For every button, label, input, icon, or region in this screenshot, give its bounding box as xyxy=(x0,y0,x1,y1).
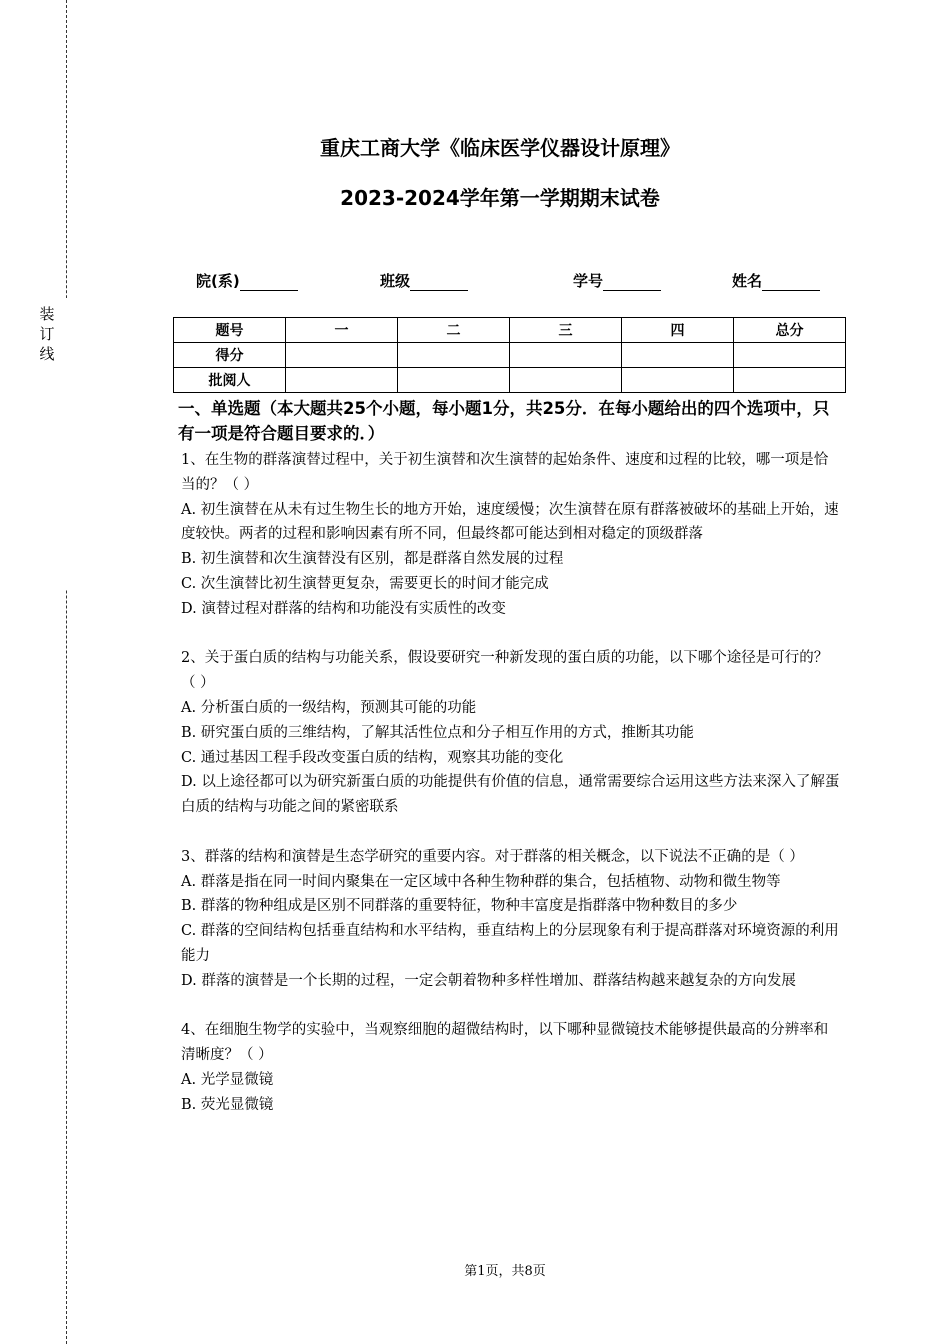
option-c[interactable]: C. 群落的空间结构包括垂直结构和水平结构，垂直结构上的分层现象有利于提高群落对环境资源的利用能力 xyxy=(181,923,839,964)
score-table-cell xyxy=(734,368,846,393)
question-stem: 3、群落的结构和演替是生态学研究的重要内容。对于群落的相关概念，以下说法不正确的是（ ） xyxy=(181,848,804,865)
binding-char: 装 xyxy=(39,305,55,323)
question-stem: 1、在生物的群落演替过程中，关于初生演替和次生演替的起始条件、速度和过程的比较，哪一项是恰当的？（ ） xyxy=(181,452,829,493)
binding-label xyxy=(38,304,56,364)
score-table-cell: 得分 xyxy=(174,343,286,368)
score-table-row xyxy=(174,343,846,368)
score-table-cell xyxy=(510,368,622,393)
score-table-cell xyxy=(734,343,846,368)
score-table-cell xyxy=(286,368,398,393)
score-table-cell xyxy=(510,343,622,368)
score-table-cell: 总分 xyxy=(734,318,846,343)
option-c[interactable]: C. 次生演替比初生演替更复杂，需要更长的时间才能完成 xyxy=(181,575,549,592)
student-info-row xyxy=(0,270,950,292)
question-3 xyxy=(181,845,841,994)
score-table-cell xyxy=(398,343,510,368)
option-b[interactable]: B. 研究蛋白质的三维结构，了解其活性位点和分子相互作用的方式，推断其功能 xyxy=(181,724,694,741)
option-a[interactable]: A. 群落是指在同一时间内聚集在一定区域中各种生物种群的集合，包括植物、动物和微生物等 xyxy=(181,873,781,890)
option-b[interactable]: B. 群落的物种组成是区别不同群落的重要特征，物种丰富度是指群落中物种数目的多少 xyxy=(181,898,738,915)
score-table-header-row xyxy=(174,318,846,343)
question-2 xyxy=(181,646,841,820)
score-table-cell: 批阅人 xyxy=(174,368,286,393)
option-b[interactable]: B. 荧光显微镜 xyxy=(181,1096,274,1113)
student-id-field[interactable] xyxy=(573,270,661,291)
score-table-cell: 二 xyxy=(398,318,510,343)
binding-gap xyxy=(60,298,74,590)
question-stem: 4、在细胞生物学的实验中，当观察细胞的超微结构时，以下哪种显微镜技术能够提供最高的分辨率和清晰度？（ ） xyxy=(181,1022,829,1064)
score-table-cell xyxy=(286,343,398,368)
section-heading: 一、单选题（本大题共25个小题，每小题1分，共25分．在每小题给出的四个选项中，只有一项是符合题目要求的．） xyxy=(178,399,830,443)
name-field[interactable] xyxy=(732,270,820,291)
option-d[interactable]: D. 以上途径都可以为研究新蛋白质的功能提供有价值的信息，通常需要综合运用这些方法来深入了解蛋白质的结构与功能之间的紧密联系 xyxy=(181,774,840,816)
exam-title: 重庆工商大学《临床医学仪器设计原理》 xyxy=(320,136,680,160)
score-table-cell: 三 xyxy=(510,318,622,343)
option-d[interactable]: D. 演替过程对群落的结构和功能没有实质性的改变 xyxy=(181,600,506,617)
question-1 xyxy=(181,448,841,622)
binding-char: 线 xyxy=(39,345,55,363)
option-b[interactable]: B. 初生演替和次生演替没有区别，都是群落自然发展的过程 xyxy=(181,551,564,568)
name-label: 姓名 xyxy=(732,272,763,290)
page-footer: 第1页，共8页 xyxy=(464,1264,546,1279)
student-id-label: 学号 xyxy=(573,272,604,290)
exam-content xyxy=(178,396,841,1142)
binding-char: 订 xyxy=(39,325,55,343)
score-table-cell xyxy=(398,368,510,393)
name-blank[interactable] xyxy=(762,274,820,291)
score-table-cell xyxy=(622,368,734,393)
score-table-cell xyxy=(622,343,734,368)
score-table xyxy=(173,317,846,393)
dept-label: 院(系) xyxy=(196,272,240,290)
exam-subtitle: 2023-2024学年第一学期期末试卷 xyxy=(340,186,660,210)
option-d[interactable]: D. 群落的演替是一个长期的过程，一定会朝着物种多样性增加、群落结构越来越复杂的方向发展 xyxy=(181,972,796,989)
option-c[interactable]: C. 通过基因工程手段改变蛋白质的结构，观察其功能的变化 xyxy=(181,749,564,766)
question-4 xyxy=(181,1018,841,1117)
option-a[interactable]: A. 分析蛋白质的一级结构，预测其可能的功能 xyxy=(181,699,477,716)
question-stem: 2、关于蛋白质的结构与功能关系，假设要研究一种新发现的蛋白质的功能，以下哪个途径是可行的？（ ） xyxy=(181,650,829,692)
score-table-row xyxy=(174,368,846,393)
class-field[interactable] xyxy=(380,270,468,291)
score-table-cell: 一 xyxy=(286,318,398,343)
dept-blank[interactable] xyxy=(240,274,298,291)
score-table-cell: 题号 xyxy=(174,318,286,343)
dept-field[interactable] xyxy=(196,270,298,291)
class-label: 班级 xyxy=(380,272,411,290)
option-a[interactable]: A. 初生演替在从未有过生物生长的地方开始，速度缓慢；次生演替在原有群落被破坏的基础上开始，速度较快。两者的过程和影响因素有所不同，但最终都可能达到相对稳定的顶级群落 xyxy=(181,501,839,543)
class-blank[interactable] xyxy=(410,274,468,291)
student-id-blank[interactable] xyxy=(603,274,661,291)
score-table-cell: 四 xyxy=(622,318,734,343)
option-a[interactable]: A. 光学显微镜 xyxy=(181,1071,274,1088)
